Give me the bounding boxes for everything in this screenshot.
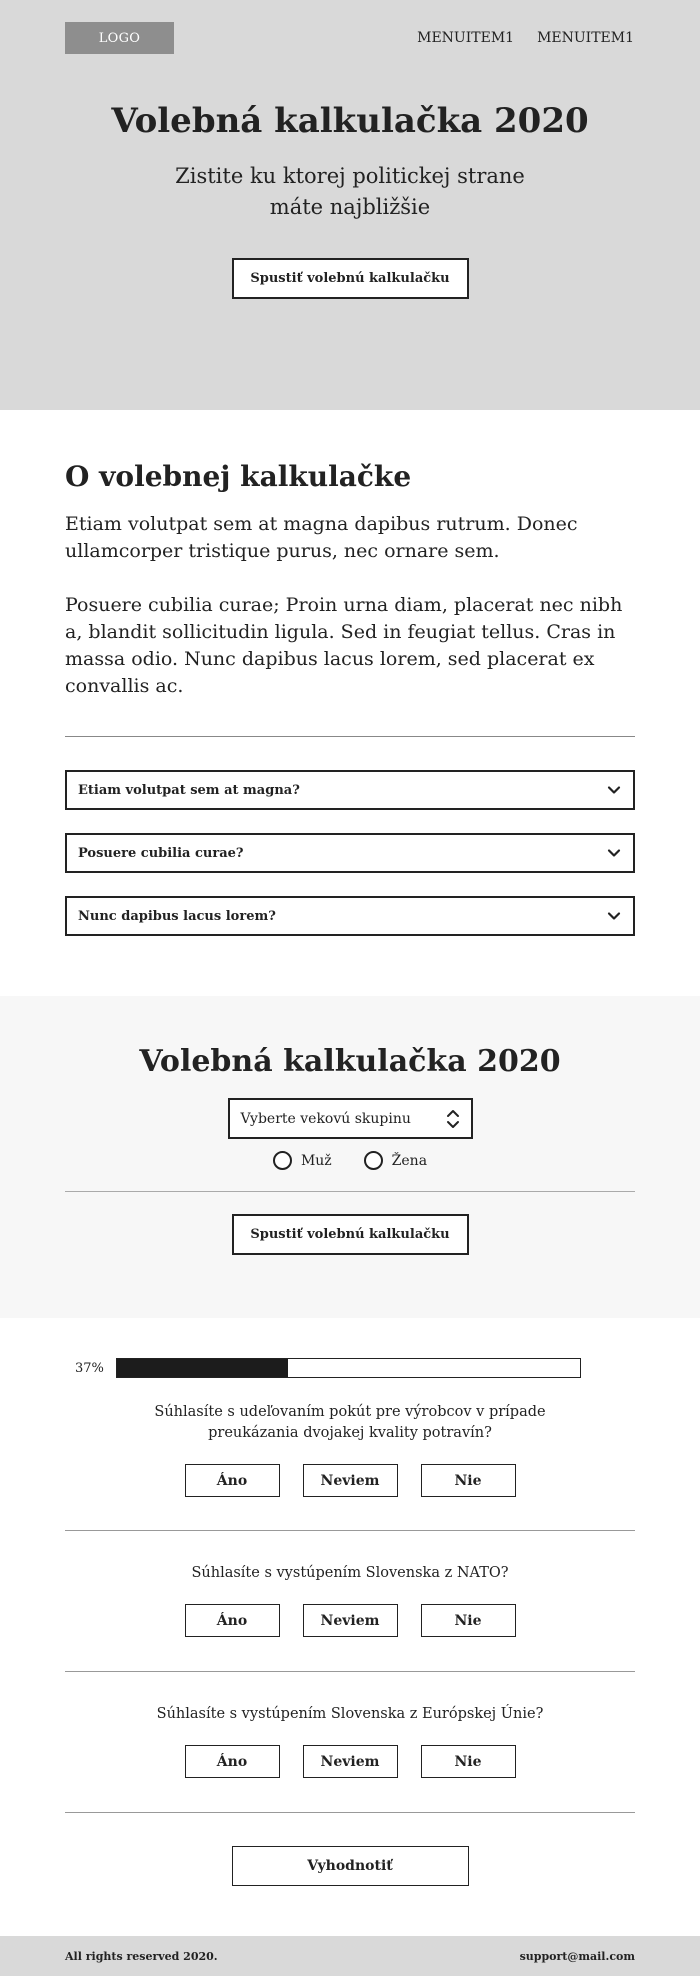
age-group-select[interactable] (228, 1098, 473, 1139)
radio-circle[interactable] (273, 1151, 292, 1170)
question-divider (65, 1671, 635, 1672)
about-section (0, 410, 700, 996)
question-2 (65, 1563, 635, 1637)
progress-bar (116, 1358, 581, 1378)
about-paragraph-2: Posuere cubilia curae; Proin urna diam, placerat nec nibh a, blandit sollicitudin ligula. Sed in feugiat tellus. Cras in massa odio. Nunc dapibus lacus lorem, sed placerat ex convallis ac. (65, 594, 623, 697)
gender-radio-female[interactable] (364, 1151, 427, 1170)
faq-item-3[interactable] (65, 896, 635, 936)
top-navigation (65, 0, 635, 54)
gender-label-male: Muž (300, 1152, 332, 1169)
about-divider (65, 736, 635, 737)
chevron-down-icon (606, 908, 622, 924)
answer-buttons (65, 1464, 635, 1497)
radio-circle[interactable] (364, 1151, 383, 1170)
chevron-down-icon (606, 782, 622, 798)
faq-item-label: Nunc dapibus lacus lorem? (78, 908, 276, 924)
gender-label-female: Žena (391, 1152, 428, 1169)
progress-row (65, 1358, 635, 1378)
question-3 (65, 1704, 635, 1778)
answer-no-button[interactable]: Nie (421, 1604, 516, 1637)
question-text: Súhlasíte s vystúpením Slovenska z Európskej Únie? (156, 1706, 544, 1722)
footer (0, 1936, 700, 1976)
hero-title: Volebná kalkulačka 2020 (111, 101, 589, 141)
quiz-section (0, 1318, 700, 1886)
hero-start-calculator-button[interactable]: Spustiť volebnú kalkulačku (232, 258, 469, 299)
menu-item-1[interactable]: MENUITEM1 (417, 30, 515, 46)
footer-email-link[interactable]: support@mail.com (519, 1949, 635, 1963)
faq-accordion (65, 770, 635, 936)
answer-yes-button[interactable]: Áno (185, 1745, 280, 1778)
gender-radio-group (65, 1151, 635, 1170)
age-group-select-value: Vyberte vekovú skupinu (240, 1110, 411, 1127)
answer-no-button[interactable]: Nie (421, 1745, 516, 1778)
about-paragraph-1: Etiam volutpat sem at magna dapibus rutrum. Donec ullamcorper tristique purus, nec ornare sem. (65, 513, 578, 562)
menu-item-2[interactable]: MENUITEM1 (537, 30, 634, 46)
about-title: O volebnej kalkulačke (65, 460, 412, 493)
answer-yes-button[interactable]: Áno (185, 1464, 280, 1497)
hero-section (0, 0, 700, 410)
question-divider (65, 1812, 635, 1813)
answer-buttons (65, 1604, 635, 1637)
start-calculator-button[interactable]: Spustiť volebnú kalkulačku (232, 1214, 469, 1255)
progress-bar-fill (117, 1359, 288, 1377)
select-arrows-icon (445, 1108, 461, 1130)
answer-buttons (65, 1745, 635, 1778)
evaluate-button[interactable]: Vyhodnotiť (232, 1846, 469, 1886)
faq-item-label: Posuere cubilia curae? (78, 845, 244, 861)
question-text: Súhlasíte s udeľovaním pokút pre výrobcov v prípade preukázania dvojakej kvality potravín? (154, 1404, 546, 1441)
gender-radio-male[interactable] (273, 1151, 332, 1170)
answer-no-button[interactable]: Nie (421, 1464, 516, 1497)
question-text: Súhlasíte s vystúpením Slovenska z NATO? (191, 1565, 509, 1581)
question-divider (65, 1530, 635, 1531)
calculator-divider (65, 1191, 635, 1192)
question-1 (65, 1402, 635, 1497)
faq-item-2[interactable] (65, 833, 635, 873)
progress-percent: 37% (75, 1360, 104, 1376)
hero-subtitle: Zistite ku ktorej politickej strane máte najbližšie (175, 164, 525, 219)
main-menu (417, 30, 634, 46)
calculator-title: Volebná kalkulačka 2020 (139, 1044, 561, 1079)
logo[interactable]: LOGO (65, 22, 174, 54)
faq-item-label: Etiam volutpat sem at magna? (78, 782, 300, 798)
calculator-section (0, 996, 700, 1318)
faq-item-1[interactable] (65, 770, 635, 810)
answer-dontknow-button[interactable]: Neviem (303, 1745, 398, 1778)
answer-dontknow-button[interactable]: Neviem (303, 1464, 398, 1497)
chevron-down-icon (606, 845, 622, 861)
footer-copyright: All rights reserved 2020. (65, 1949, 218, 1963)
answer-dontknow-button[interactable]: Neviem (303, 1604, 398, 1637)
answer-yes-button[interactable]: Áno (185, 1604, 280, 1637)
